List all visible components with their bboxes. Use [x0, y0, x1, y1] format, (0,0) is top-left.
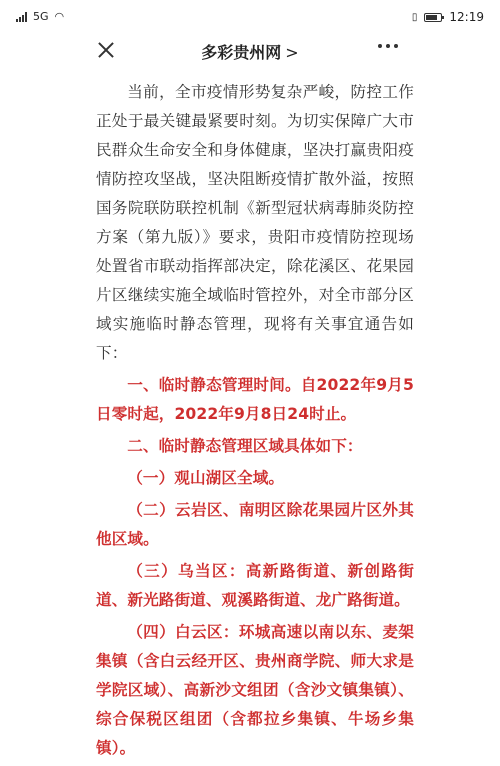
- page-title[interactable]: [0, 40, 500, 63]
- article-subitem-3: （三）乌当区：高新路街道、新创路街道、新光路街道、观溪路街道、龙广路街道。: [96, 562, 414, 609]
- article-item-2: 二、临时静态管理区域具体如下：: [127, 437, 363, 455]
- network-type: 5G: [33, 10, 49, 23]
- article-subitem-2: （二）云岩区、南明区除花果园片区外其他区域。: [96, 501, 414, 548]
- status-left: [16, 10, 64, 23]
- article-body: [96, 78, 414, 766]
- article-subitem-1: （一）观山湖区全域。: [127, 469, 285, 487]
- article-intro: 当前，全市疫情形势复杂严峻，防控工作正处于最关键最紧要时刻。为切实保障广大市民群众生命安全和身体健康，坚决打赢贵阳疫情防控攻坚战，坚决阻断疫情扩散外溢，按照国务院联防联控机制《新型冠状病毒肺炎防控方案（第九版）》要求，贵阳市疫情防控现场处置省市联动指挥部决定，除花溪区、花果园片区继续实施全域临时管控外，对全市部分区域实施临时静态管理，现将有关事宜通告如下：: [96, 83, 414, 362]
- signal-icon: [16, 12, 27, 22]
- clock: 12:19: [449, 10, 484, 24]
- vibrate-icon: ▯: [411, 11, 418, 23]
- article-subitem-4: （四）白云区：环城高速以南以东、麦架集镇（含白云经开区、贵州商学院、师大求是学院区域）、高新沙文组团（含沙文镇集镇）、综合保税区组团（含都拉乡集镇、牛场乡集镇）。: [96, 623, 414, 757]
- status-bar: [0, 0, 500, 34]
- nav-bar: [0, 34, 500, 68]
- chevron-right-icon: >: [285, 43, 299, 62]
- status-right: [412, 10, 484, 24]
- battery-icon: [424, 13, 442, 22]
- wifi-icon: ◠: [54, 9, 65, 23]
- article-item-1: 一、临时静态管理时间。自2022年9月5日零时起，2022年9月8日24时止。: [96, 376, 414, 423]
- more-icon[interactable]: [378, 44, 398, 48]
- page-title-text: 多彩贵州网: [201, 43, 282, 62]
